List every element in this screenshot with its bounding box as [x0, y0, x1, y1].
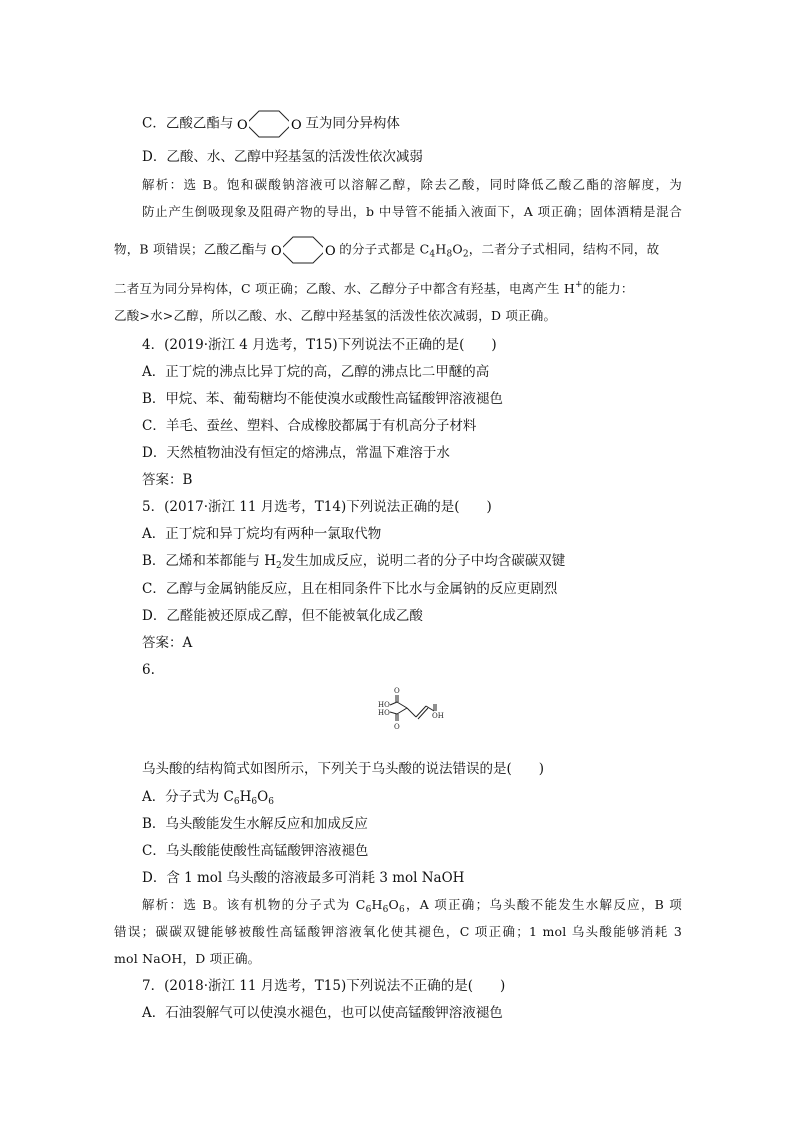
q4-stem: 4．(2019·浙江 4 月选考，T15)下列说法不正确的是( ) — [142, 337, 497, 353]
q6-option-b: B．乌头酸能发生水解反应和加成反应 — [142, 816, 368, 832]
q5-answer: 答案：A — [142, 635, 193, 651]
q3-option-c-suffix: 互为同分异构体 — [305, 115, 400, 132]
q6-option-c: C．乌头酸能使酸性高锰酸钾溶液褪色 — [142, 843, 369, 859]
dioxane-ring-diagram-2 — [268, 233, 338, 267]
q3-option-c — [142, 107, 400, 141]
q6-option-a: A．分子式为 $C_6H_6O_6$ — [142, 789, 274, 807]
q6-explanation-line3: mol NaOH，D 项正确。 — [114, 951, 261, 966]
q3-explanation-line1: 解析：选 B。饱和碳酸钠溶液可以溶解乙醇，除去乙酸，同时降低乙酸乙酯的溶解度，为 — [142, 177, 682, 192]
label-o-top: O — [394, 687, 400, 695]
q5-option-c: C．乙醇与金属钠能反应，且在相同条件下比水与金属钠的反应更剧烈 — [142, 581, 558, 597]
q4-option-a: A．正丁烷的沸点比异丁烷的高，乙醇的沸点比二甲醚的高 — [142, 364, 490, 380]
q6-number: 6. — [142, 662, 155, 678]
q3-explanation-line3: 物，B 项错误；乙酸乙酯与 O O 的分子式都是 $C_4H_8O_2$，二者分子式相同，结构不同，故 — [114, 233, 659, 267]
aconitic-acid-structure — [368, 681, 458, 745]
svg-text:O: O — [325, 244, 337, 259]
label-ho-2: HO — [378, 709, 390, 717]
q7-option-a: A．石油裂解气可以使溴水褪色，也可以使高锰酸钾溶液褪色 — [142, 1005, 503, 1021]
label-o-bottom: O — [394, 723, 400, 731]
q4-option-c: C．羊毛、蚕丝、塑料、合成橡胶都属于有机高分子材料 — [142, 418, 477, 434]
svg-text:O: O — [271, 244, 283, 259]
q6-explanation-line2: 错误；碳碳双键能够被酸性高锰酸钾溶液氧化使其褪色，C 项正确；1 mol 乌头酸能够消耗 3 — [114, 924, 682, 939]
label-ho-1: HO — [378, 701, 390, 709]
q4-option-b: B．甲烷、苯、葡萄糖均不能使溴水或酸性高锰酸钾溶液褪色 — [142, 391, 503, 407]
q6-explanation-line1: 解析：选 B。该有机物的分子式为 $C_6H_6O_6$，A 项正确；乌头酸不能发生水解反应，B 项 — [142, 897, 682, 915]
q3-option-c-text: C．乙酸乙酯与 — [142, 115, 234, 132]
label-oh: OH — [432, 712, 444, 720]
dioxane-ring-diagram — [234, 107, 304, 141]
q7-stem: 7．(2018·浙江 11 月选考，T15)下列说法不正确的是( ) — [142, 978, 506, 994]
q3-explanation-line4: 二者互为同分异构体，C 项正确；乙酸、水、乙醇分子中都含有羟基，电离产生 H+的能力： — [114, 280, 634, 296]
q5-option-a: A．正丁烷和异丁烷均有两种一氯取代物 — [142, 526, 382, 542]
ring-o-right: O — [291, 118, 303, 133]
q5-option-b: B．乙烯和苯都能与 $H_2$发生加成反应，说明二者的分子中均含碳碳双键 — [142, 553, 566, 571]
q4-answer: 答案：B — [142, 472, 193, 488]
ring-o-left: O — [237, 118, 249, 133]
q3-option-d: D．乙酸、水、乙醇中羟基氢的活泼性依次减弱 — [142, 149, 423, 165]
q6-option-d: D．含 1 mol 乌头酸的溶液最多可消耗 3 mol NaOH — [142, 870, 465, 886]
q6-stem: 乌头酸的结构简式如图所示，下列关于乌头酸的说法错误的是( ) — [142, 761, 545, 777]
q4-option-d: D．天然植物油没有恒定的熔沸点，常温下难溶于水 — [142, 445, 450, 461]
q5-stem: 5．(2017·浙江 11 月选考，T14)下列说法正确的是( ) — [142, 499, 492, 515]
q3-explanation-line2: 防止产生倒吸现象及阻碍产物的导出，b 中导管不能插入液面下，A 项正确；固体酒精是混合 — [142, 204, 682, 219]
q3-explanation-line5: 乙酸>水>乙醇，所以乙酸、水、乙醇中羟基氢的活泼性依次减弱，D 项正确。 — [114, 308, 557, 323]
q5-option-d: D．乙醛能被还原成乙醇，但不能被氧化成乙酸 — [142, 608, 423, 624]
